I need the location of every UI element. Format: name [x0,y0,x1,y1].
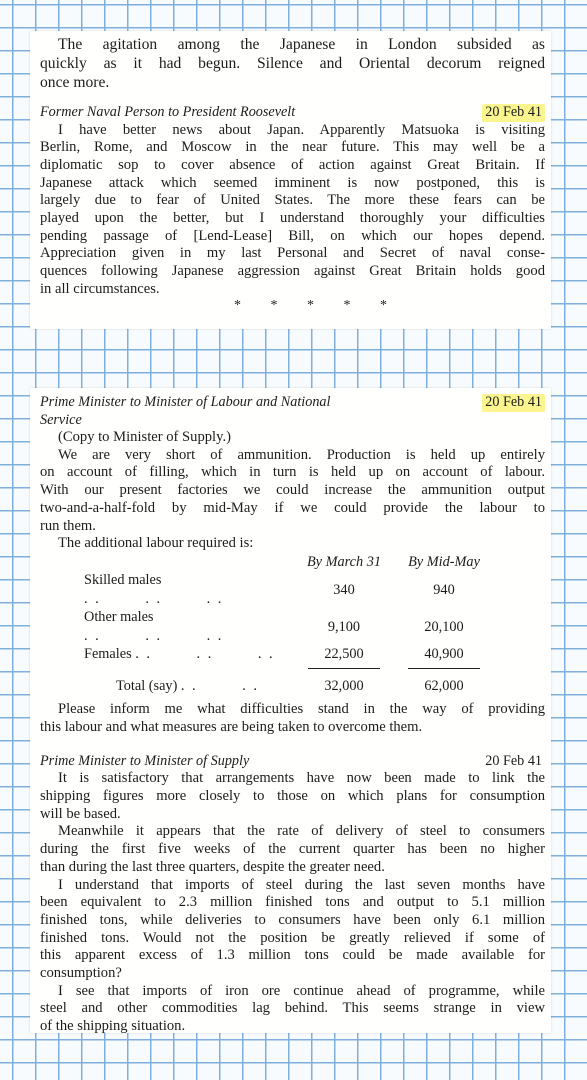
total-midmay: 62,000 [424,677,464,694]
total-label: Total (say) [116,677,178,694]
table-total-row [84,669,494,696]
letter3-line: finished tons, while deliveries to consumers have been only 6.1 million [40,911,545,928]
letter1-line: played upon the better, but I understand thoroughly your difficulties [40,210,545,227]
table-row [84,608,494,645]
row-label: Females [84,646,132,663]
letter1-line: I have better news about Japan. Apparently Matsuoka is visiting [58,121,545,138]
page-clipping-lower [30,388,551,1033]
col-header-march: By March 31 [306,553,382,570]
letter1-body [40,122,545,299]
row-label: Skilled males [84,572,162,589]
leader-dots: . . . . . . [84,627,224,644]
upper-content [40,35,545,313]
intro-paragraph [40,35,545,92]
table-header-row [84,553,494,572]
col-header-midmay: By Mid-May [408,553,480,570]
letter3-line: been equivalent to 2.3 million finished tons and output to 5.1 million [40,894,545,911]
intro-line: The agitation among the Japanese in London subsided as [58,36,545,53]
letter2-line: on account of filling, which in turn is held up on account of labour. [40,464,545,481]
letter1-line: diplomatic sop to cover absence of action against Great Britain. If [40,156,545,173]
letter2-header-cont [40,412,545,430]
letter2-line: We are very short of ammunition. Production is held up entirely [58,446,545,463]
total-march: 32,000 [324,677,364,694]
row-label: Other males [84,609,154,626]
leader-dots: . . . . . . [135,646,275,663]
letter1-line: Japanese attack which seemed imminent is now postponed, this is [40,174,545,191]
letter2-from-to: Prime Minister to Minister of Labour and National [40,394,331,410]
letter2-closing-line: this labour and what measures are being taken to overcome them. [40,719,423,736]
letter1-date: 20 Feb 41 [482,104,545,122]
letter2-line: run them. [40,517,96,534]
page-clipping-upper [30,31,551,329]
intro-line: once more. [40,74,110,91]
letter3-line: It is satisfactory that arrangements have now been made to link the [58,770,545,787]
intro-line: quickly as it had begun. Silence and Oriental decorum reigned [40,55,545,72]
letter1-header [40,104,545,122]
letter1-line: pending passage of [Lend-Lease] Bill, on which our hopes depend. [40,227,545,244]
cell-midmay: 20,100 [424,618,464,635]
table-intro: The additional labour required is: [58,535,254,552]
letter3-date: 20 Feb 41 [485,752,542,769]
letter3-line: consumption? [40,965,122,982]
letter3-header [40,753,545,771]
letter2-body [40,447,545,553]
labour-table [84,553,494,696]
letter3-line: will be based. [40,805,121,822]
letter1-line: largely due to fear of United States. The more these fears can be [40,192,545,209]
letter1-line: Berlin, Rome, and Moscow in the near future. This may well be a [40,139,545,156]
letter1-line: quences following Japanese aggression against Great Britain holds good [40,263,545,280]
lower-content [40,394,545,1036]
letter2-closing-line: Please inform me what difficulties stand in the way of providing [58,701,545,718]
letter3-from-to: Prime Minister to Minister of Supply [40,752,250,769]
cell-march: 9,100 [327,618,361,635]
letter3-line: Meanwhile it appears that the rate of delivery of steel to consumers [58,823,545,840]
leader-dots: . . . . . . [84,590,224,607]
cell-midmay: 940 [433,581,455,598]
section-separator: * * * * * [234,297,391,313]
letter2-copy-note: (Copy to Minister of Supply.) [58,429,231,445]
letter3-line: I see that imports of iron ore continue ahead of programme, while [58,982,545,999]
letter1-line: in all circumstances. [40,280,160,297]
letter3-line: finished tons. Would not the position be greatly relieved if some of [40,929,545,946]
table-row [84,645,494,664]
cell-midmay: 40,900 [424,646,464,663]
letter2-line: two-and-a-half-fold by mid-May if we could provide the labour to [40,499,545,516]
table-row [84,571,494,608]
letter3-line: than during the last three quarters, despite the greater need. [40,858,385,875]
letter3-line: shipping figures more closely to those on which plans for consumption [40,788,545,805]
cell-march: 340 [333,581,355,598]
letter2-from-to-cont: Service [40,411,82,428]
letter2-header [40,394,545,412]
letter3-line: this apparent excess of 1.3 million tons could be made available for [40,947,545,964]
letter3-body [40,770,545,1036]
letter3-line: of the shipping situation. [40,1018,186,1035]
letter2-date: 20 Feb 41 [482,394,545,412]
letter3-line: steel and other commodities lag behind. This seems strange in view [40,1000,545,1017]
letter3-line: during the first five weeks of the current quarter has been no higher [40,841,545,858]
leader-dots: . . . . [180,677,259,694]
letter1-line: Appreciation given in my last Personal and Secret of naval conse- [40,245,545,262]
letter2-line: With our present factories we could increase the ammunition output [40,482,545,499]
letter1-from-to: Former Naval Person to President Roosevelt [40,104,296,120]
cell-march: 22,500 [324,646,364,663]
letter3-line: I understand that imports of steel during the last seven months have [58,876,545,893]
